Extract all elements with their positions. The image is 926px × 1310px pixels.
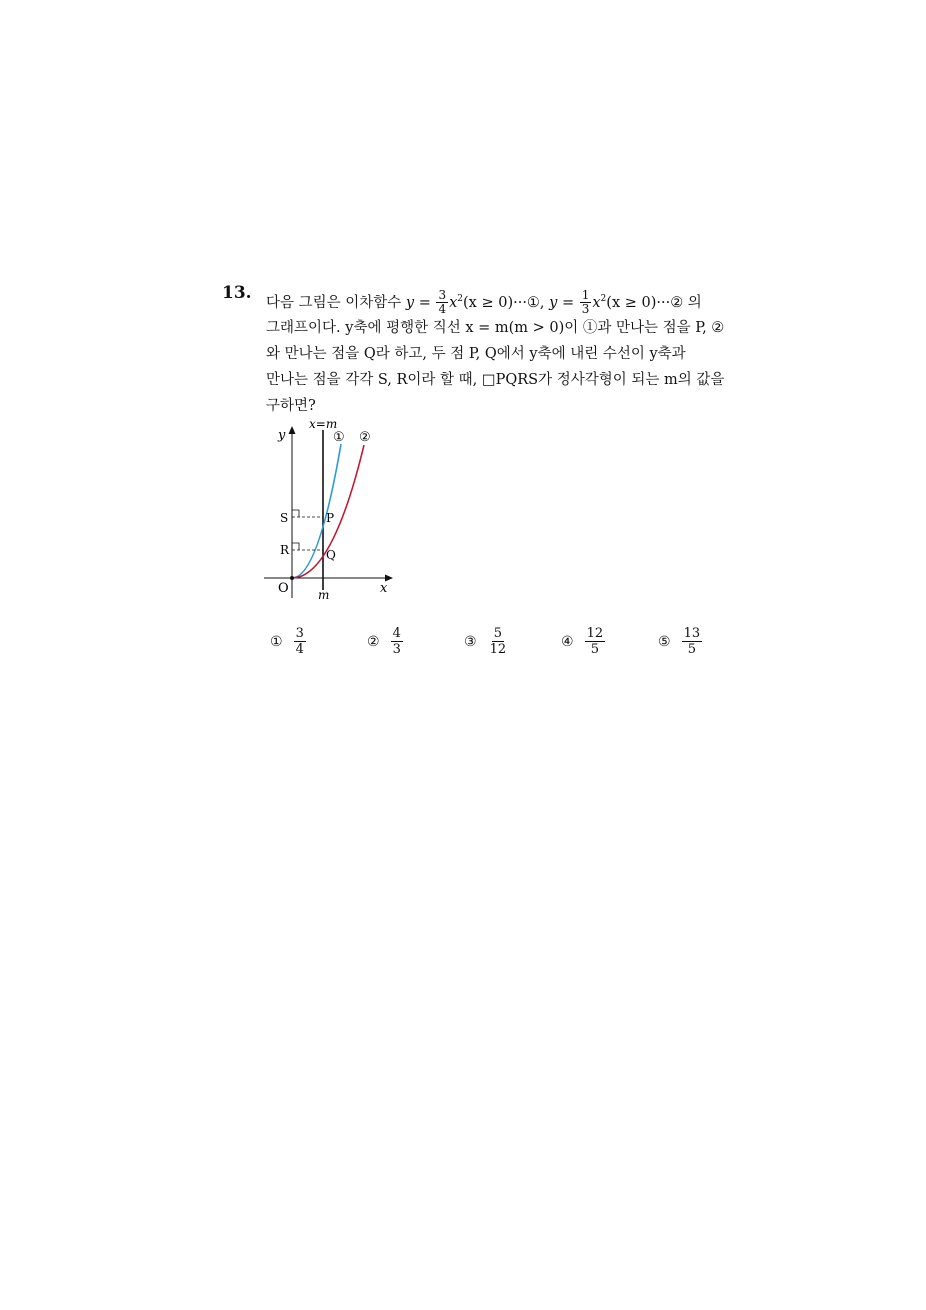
equation-text: y = — [549, 294, 575, 311]
fraction-denominator: 12 — [489, 642, 507, 657]
fraction-numerator: 5 — [493, 626, 502, 641]
fraction-denominator: 3 — [581, 302, 590, 317]
right-angle-mark-r — [292, 543, 299, 550]
m-label: m — [318, 588, 330, 602]
fraction-numerator: 1 — [581, 288, 590, 303]
choice-3[interactable] — [464, 626, 509, 657]
y-axis-arrow-icon — [289, 426, 296, 434]
point-q-label: Q — [326, 548, 336, 562]
fraction — [682, 626, 703, 657]
choice-1[interactable] — [270, 626, 307, 657]
fraction-numerator: 3 — [295, 626, 304, 641]
choice-mark: ③ — [464, 633, 477, 650]
fraction — [488, 626, 509, 657]
point-p-label: P — [326, 511, 335, 525]
question-line-1 — [266, 289, 702, 316]
question-line-4: 만나는 점을 각각 S, R이라 할 때, □PQRS가 정사각형이 되는 m의 값을 — [266, 372, 725, 388]
point-s-label: S — [280, 511, 289, 525]
fraction-numerator: 3 — [438, 288, 447, 303]
point-r-label: R — [280, 543, 290, 557]
choice-mark: ④ — [561, 633, 574, 650]
choice-4[interactable] — [561, 626, 606, 657]
question-line-2: 그래프이다. y축에 평행한 직선 x = m(m > 0)이 ①과 만나는 점을 P, ② — [266, 320, 725, 336]
fraction-denominator: 4 — [295, 642, 304, 657]
fraction — [391, 626, 403, 657]
fraction-denominator: 4 — [438, 302, 447, 317]
fraction-denominator: 5 — [590, 642, 599, 657]
graph-figure — [262, 418, 402, 604]
question-text: 다음 그림은 이차함수 — [266, 294, 402, 311]
choice-mark: ⑤ — [658, 633, 671, 650]
exponent: 2 — [457, 294, 464, 304]
equation-text: y = — [405, 294, 431, 311]
fraction — [580, 289, 592, 316]
origin-dot — [290, 576, 294, 580]
vertical-line-label: x=m — [309, 418, 338, 431]
question-line-5: 구하면? — [266, 398, 316, 414]
answer-choices — [270, 626, 730, 668]
curve-1-label: ① — [333, 430, 345, 445]
fraction — [585, 626, 606, 657]
equation-text: x — [449, 294, 458, 311]
y-axis-label: y — [278, 428, 286, 443]
fraction-numerator: 12 — [586, 626, 604, 641]
fraction — [436, 289, 448, 316]
choice-2[interactable] — [367, 626, 404, 657]
fraction-denominator: 5 — [687, 642, 696, 657]
fraction-numerator: 13 — [683, 626, 701, 641]
fraction-denominator: 3 — [392, 642, 401, 657]
choice-mark: ① — [270, 633, 283, 650]
question-number: 13. — [222, 283, 252, 303]
equation-text: x — [592, 294, 601, 311]
right-angle-mark-s — [292, 510, 299, 517]
exponent: 2 — [600, 294, 607, 304]
curve-2-label: ② — [359, 430, 371, 445]
equation-text: (x ≥ 0)···①, — [463, 294, 545, 311]
fraction — [294, 626, 306, 657]
choice-5[interactable] — [658, 626, 703, 657]
fraction-numerator: 4 — [392, 626, 401, 641]
x-axis-label: x — [380, 581, 388, 596]
origin-label: O — [278, 581, 289, 596]
equation-text: (x ≥ 0)···② 의 — [606, 294, 702, 311]
choice-mark: ② — [367, 633, 380, 650]
question-line-3: 와 만나는 점을 Q라 하고, 두 점 P, Q에서 y축에 내린 수선이 y축과 — [266, 346, 686, 362]
